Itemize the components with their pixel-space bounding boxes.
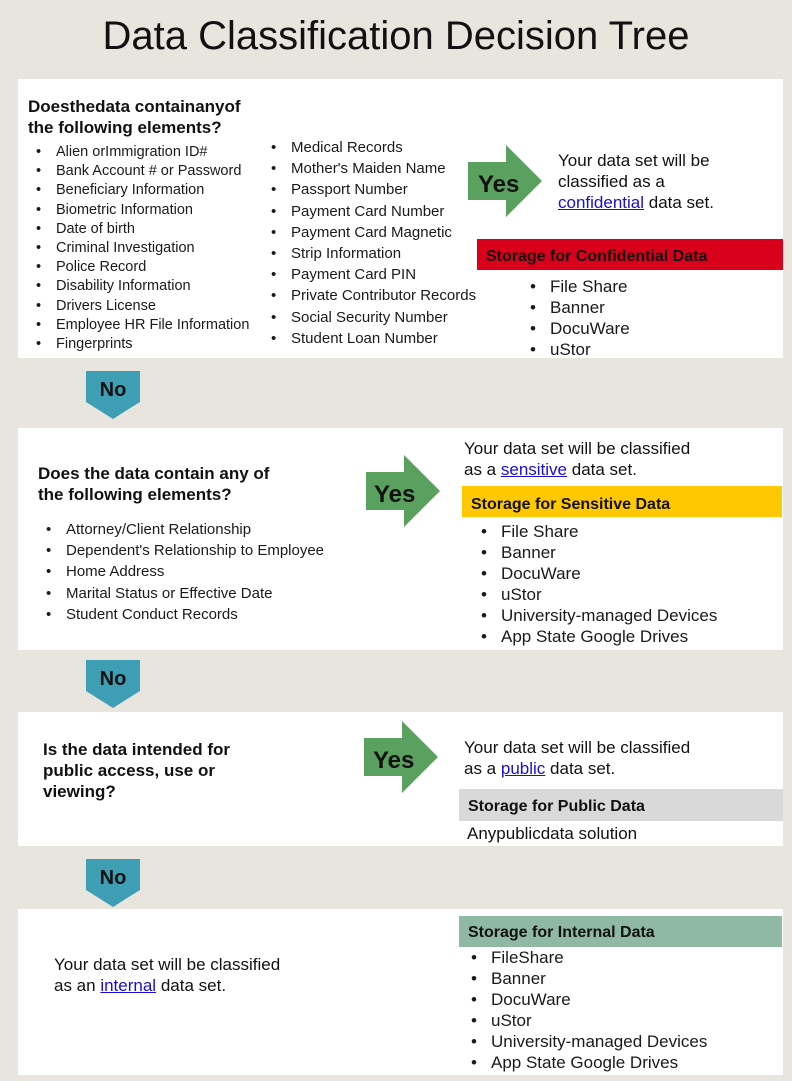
public-link[interactable]: public (500, 759, 546, 778)
sensitive-question: Does the data contain any of the following elements? (38, 464, 270, 504)
internal-panel (18, 909, 783, 1075)
no-arrow-icon (86, 371, 140, 419)
no-label: No (99, 867, 127, 889)
list-item: • Private Contributor Records (263, 285, 476, 306)
list-item: • Social Security Number (263, 307, 476, 328)
yes-label: Yes (478, 171, 520, 198)
list-item: • Payment Card PIN (263, 264, 476, 285)
confidential-storage-list (522, 276, 630, 360)
public-panel (18, 712, 783, 846)
list-item: • Student Loan Number (263, 328, 476, 349)
list-item: • Student Conduct Records (38, 604, 324, 625)
public-storage-text: Anypublicdata solution (467, 824, 638, 843)
list-item: • DocuWare (463, 989, 707, 1010)
confidential-elements-col1 (28, 143, 249, 354)
list-item: • Banner (522, 297, 630, 318)
sensitive-storage-list (473, 521, 717, 648)
list-item: • Beneficiary Information (28, 181, 249, 200)
list-item: • Fingerprints (28, 335, 249, 354)
public-question: Is the data intended for public access, use or viewing? (43, 740, 231, 801)
list-item: • Employee HR File Information (28, 316, 249, 335)
sensitive-storage-header: Storage for Sensitive Data (462, 486, 782, 517)
list-item: • Banner (473, 542, 717, 563)
confidential-elements-col2 (263, 137, 476, 349)
list-item: • University-managed Devices (463, 1031, 707, 1052)
list-item: • Alien orImmigration ID# (28, 143, 249, 162)
public-result: Your data set will be classified as a public data set. (464, 738, 691, 778)
confidential-link[interactable]: confidential (558, 193, 645, 212)
list-item: • Bank Account # or Password (28, 162, 249, 181)
sensitive-elements (38, 519, 324, 625)
internal-storage-list (463, 947, 707, 1074)
list-item: • DocuWare (473, 563, 717, 584)
list-item: • Medical Records (263, 137, 476, 158)
sensitive-link[interactable]: sensitive (500, 460, 568, 479)
list-item: • Police Record (28, 258, 249, 277)
list-item: • File Share (473, 521, 717, 542)
no-arrow-icon (86, 660, 140, 708)
yes-label: Yes (373, 747, 415, 774)
confidential-panel (18, 79, 783, 358)
list-item: • uStor (522, 339, 630, 360)
list-item: • Payment Card Magnetic (263, 222, 476, 243)
list-item: • Strip Information (263, 243, 476, 264)
list-item: • FileShare (463, 947, 707, 968)
page-title: Data Classification Decision Tree (102, 14, 690, 58)
list-item: • Home Address (38, 561, 324, 582)
list-item: • Disability Information (28, 277, 249, 296)
list-item: • Biometric Information (28, 201, 249, 220)
list-item: • Banner (463, 968, 707, 989)
list-item: • uStor (473, 584, 717, 605)
list-item: • App State Google Drives (473, 626, 717, 647)
no-arrow-icon (86, 859, 140, 907)
list-item: • Criminal Investigation (28, 239, 249, 258)
list-item: • Dependent's Relationship to Employee (38, 540, 324, 561)
list-item: • Date of birth (28, 220, 249, 239)
list-item: • Payment Card Number (263, 201, 476, 222)
no-label: No (99, 379, 127, 401)
no-label: No (99, 668, 127, 690)
list-item: • Passport Number (263, 179, 476, 200)
sensitive-panel (18, 428, 783, 650)
internal-result: Your data set will be classified as an internal data set. (54, 955, 281, 995)
list-item: • Attorney/Client Relationship (38, 519, 324, 540)
sensitive-result: Your data set will be classified as a sensitive data set. (464, 439, 691, 479)
internal-link[interactable]: internal (100, 976, 157, 995)
internal-storage-header: Storage for Internal Data (459, 916, 782, 947)
confidential-storage-header: Storage for Confidential Data (477, 239, 783, 270)
list-item: • Mother's Maiden Name (263, 158, 476, 179)
public-storage-header: Storage for Public Data (459, 789, 783, 821)
yes-label: Yes (374, 481, 416, 508)
confidential-result: Your data set will be classified as a confidential data set. (558, 151, 714, 212)
list-item: • uStor (463, 1010, 707, 1031)
list-item: • App State Google Drives (463, 1052, 707, 1073)
list-item: • DocuWare (522, 318, 630, 339)
list-item: • File Share (522, 276, 630, 297)
list-item: • University-managed Devices (473, 605, 717, 626)
list-item: • Drivers License (28, 297, 249, 316)
confidential-question: Doesthedata containanyof the following elements? (28, 97, 241, 137)
list-item: • Marital Status or Effective Date (38, 583, 324, 604)
